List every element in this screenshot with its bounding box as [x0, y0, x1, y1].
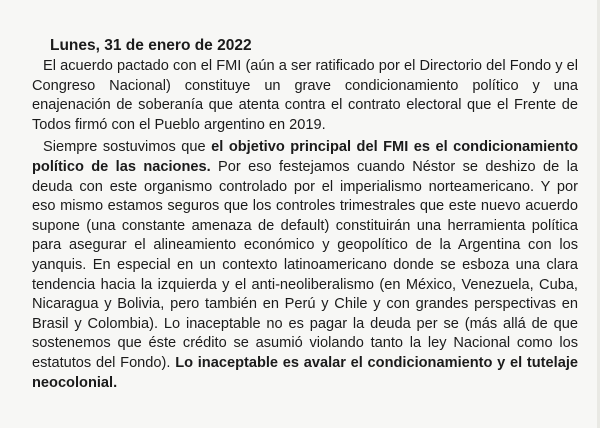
paragraph-2-body: Por eso festejamos cuando Néstor se deshizo de la deuda con este organismo controlado por el imperialismo norteamericano. Y por eso mismo estamos seguros que los controles trimestrales que este nuevo acuerdo supone (una constante amenaza de default) constituirán una herramienta política para asegurar el alineamiento económico y geopolítico de la Argentina con los yanquis. En especial en un contexto latinoamericano donde se esboza una clara tendencia hacia la izquierda y el anti-neoliberalismo (en México, Venezuela, Cuba, Nicaragua y Bolivia, pero también en Perú y Chile y con grandes perspectivas en Brasil y Colombia). Lo inaceptable no es pagar la deuda per se (más allá de que sostenemos que éste crédito se asumió violando tanto la ley Nacional como los estatutos del Fondo).	[32, 158, 579, 371]
paragraph-1: El acuerdo pactado con el FMI (aún a ser ratificado por el Directorio del Fondo y el Congreso Nacional) constituye un grave condicionamiento político y una enajenación de soberanía que atenta contra el contrato electoral que el Frente de Todos firmó con el Pueblo argentino en 2019.	[32, 58, 578, 133]
paragraph-2-bold-2: Lo inaceptable es avalar el condicionamiento y el tutelaje neocolonial.	[32, 354, 578, 391]
paragraph-2	[32, 138, 578, 393]
paragraph-2-lead: Siempre sostuvimos que	[43, 139, 212, 156]
article-date: Lunes, 31 de enero de 2022	[50, 37, 252, 54]
article	[32, 36, 578, 393]
paragraph-2-bold-1: el objetivo principal del FMI es el condicionamiento político de las naciones.	[32, 139, 578, 175]
